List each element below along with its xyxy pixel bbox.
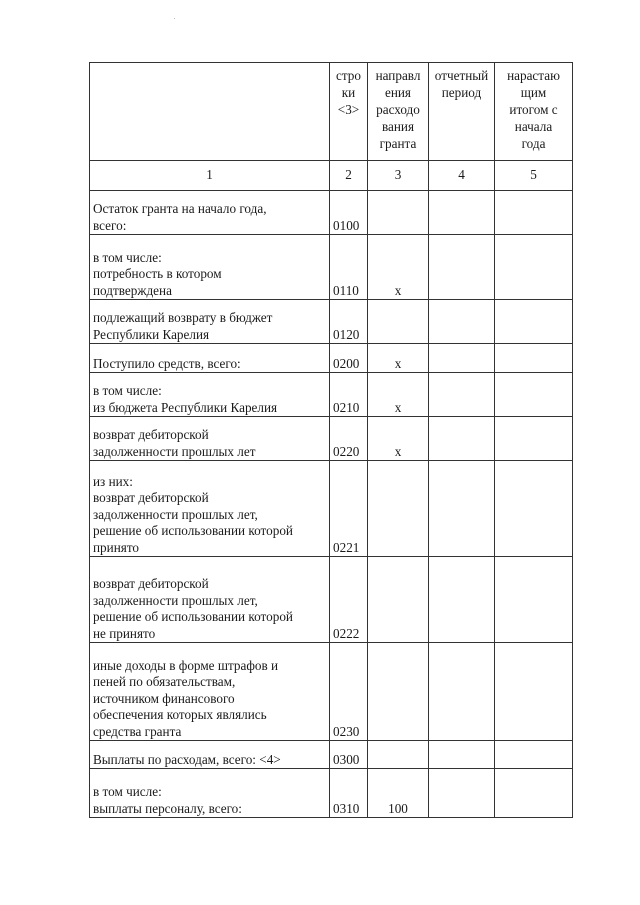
row-label: подлежащий возврату в бюджет Республики Карелия — [93, 310, 273, 342]
table-row — [90, 643, 573, 741]
row-cumulative-value-cell — [495, 557, 573, 643]
row-label-cell — [90, 344, 330, 373]
table-row — [90, 769, 573, 818]
row-cumulative-value-cell — [495, 741, 573, 769]
row-cumulative-value-cell — [495, 191, 573, 235]
grant-report-table — [89, 62, 573, 818]
row-cumulative-value-cell — [495, 373, 573, 417]
row-cumulative-value-cell — [495, 235, 573, 300]
row-line-code-cell — [330, 557, 368, 643]
column-number-row — [90, 161, 573, 191]
row-period-value-cell — [429, 235, 495, 300]
row-line-code-cell — [330, 643, 368, 741]
row-period-value-cell — [429, 191, 495, 235]
header-cell-cumulative — [495, 63, 573, 161]
row-line-code: 0222 — [333, 625, 360, 641]
row-direction-cell — [368, 557, 429, 643]
row-direction: x — [394, 399, 402, 415]
row-line-code-cell — [330, 344, 368, 373]
row-direction-cell — [368, 235, 429, 300]
row-line-code: 0120 — [333, 326, 360, 342]
row-label-cell — [90, 417, 330, 461]
row-label-cell — [90, 461, 330, 557]
row-direction-cell — [368, 769, 429, 818]
row-line-code-cell — [330, 417, 368, 461]
row-direction-cell — [368, 191, 429, 235]
row-period-value-cell — [429, 373, 495, 417]
row-direction: 100 — [388, 800, 408, 816]
table-row — [90, 191, 573, 235]
table-row — [90, 741, 573, 769]
header-line-code-text: стро ки <3> — [336, 68, 361, 117]
column-number: 2 — [330, 161, 368, 191]
row-label: в том числе: выплаты персоналу, всего: — [93, 784, 242, 816]
row-label-cell — [90, 643, 330, 741]
column-number: 5 — [495, 161, 573, 191]
row-direction-cell — [368, 643, 429, 741]
row-period-value-cell — [429, 344, 495, 373]
row-line-code: 0300 — [333, 751, 360, 767]
row-label: Поступило средств, всего: — [93, 355, 241, 371]
row-label-cell — [90, 191, 330, 235]
header-cell-line-code — [330, 63, 368, 161]
row-line-code: 0220 — [333, 443, 360, 459]
row-cumulative-value-cell — [495, 417, 573, 461]
row-period-value-cell — [429, 461, 495, 557]
row-line-code-cell — [330, 769, 368, 818]
table-row — [90, 300, 573, 344]
row-label: Выплаты по расходам, всего: <4> — [93, 751, 281, 767]
row-line-code-cell — [330, 373, 368, 417]
row-label-cell — [90, 373, 330, 417]
column-number: 1 — [90, 161, 330, 191]
row-cumulative-value-cell — [495, 344, 573, 373]
header-cell-period — [429, 63, 495, 161]
row-period-value-cell — [429, 417, 495, 461]
table-row — [90, 557, 573, 643]
row-direction-cell — [368, 461, 429, 557]
row-label-cell — [90, 235, 330, 300]
row-direction: x — [394, 443, 402, 459]
row-period-value-cell — [429, 769, 495, 818]
table-header-row — [90, 63, 573, 161]
row-label: в том числе: потребность в котором подтверждена — [93, 249, 222, 298]
row-line-code: 0210 — [333, 399, 360, 415]
table-row — [90, 417, 573, 461]
column-number: 4 — [429, 161, 495, 191]
row-label-cell — [90, 769, 330, 818]
header-cumulative-text: нарастаю щим итогом с начала года — [507, 68, 560, 151]
row-line-code-cell — [330, 461, 368, 557]
header-cell-name — [90, 63, 330, 161]
row-line-code: 0100 — [333, 217, 360, 233]
row-cumulative-value-cell — [495, 769, 573, 818]
row-direction: x — [394, 355, 402, 371]
header-period-text: отчетный период — [434, 68, 489, 100]
row-line-code: 0221 — [333, 539, 360, 555]
row-label-cell — [90, 741, 330, 769]
row-label: иные доходы в форме штрафов и пеней по обязательствам, источником финансового обеспечения которых являлись средства гранта — [93, 657, 279, 739]
row-period-value-cell — [429, 300, 495, 344]
row-label: возврат дебиторской задолженности прошлых лет, решение об использовании которой не принято — [93, 576, 293, 641]
table-row — [90, 461, 573, 557]
table-row — [90, 373, 573, 417]
row-label: в том числе: из бюджета Республики Карелия — [93, 383, 278, 415]
row-direction-cell — [368, 300, 429, 344]
row-label: Остаток гранта на начало года, всего: — [93, 201, 267, 233]
row-label-cell — [90, 300, 330, 344]
row-line-code: 0110 — [333, 282, 359, 298]
row-line-code-cell — [330, 191, 368, 235]
row-direction-cell — [368, 373, 429, 417]
row-period-value-cell — [429, 741, 495, 769]
row-line-code-cell — [330, 235, 368, 300]
column-number: 3 — [368, 161, 429, 191]
header-cell-direction — [368, 63, 429, 161]
row-label: возврат дебиторской задолженности прошлых лет — [93, 427, 256, 459]
row-direction-cell — [368, 344, 429, 373]
row-direction: x — [394, 282, 402, 298]
row-period-value-cell — [429, 557, 495, 643]
row-cumulative-value-cell — [495, 300, 573, 344]
row-line-code-cell — [330, 300, 368, 344]
row-cumulative-value-cell — [495, 461, 573, 557]
row-cumulative-value-cell — [495, 643, 573, 741]
row-direction-cell — [368, 417, 429, 461]
header-direction-text: направл ения расходо вания гранта — [375, 68, 421, 151]
row-period-value-cell — [429, 643, 495, 741]
row-label: из них: возврат дебиторской задолженности прошлых лет, решение об использовании которой принято — [93, 473, 293, 555]
row-line-code: 0310 — [333, 800, 360, 816]
row-label-cell — [90, 557, 330, 643]
row-line-code: 0230 — [333, 723, 360, 739]
row-line-code-cell — [330, 741, 368, 769]
row-line-code: 0200 — [333, 355, 360, 371]
table-row — [90, 235, 573, 300]
table-row — [90, 344, 573, 373]
table-body — [90, 63, 573, 818]
scan-speck — [174, 18, 175, 19]
row-direction-cell — [368, 741, 429, 769]
